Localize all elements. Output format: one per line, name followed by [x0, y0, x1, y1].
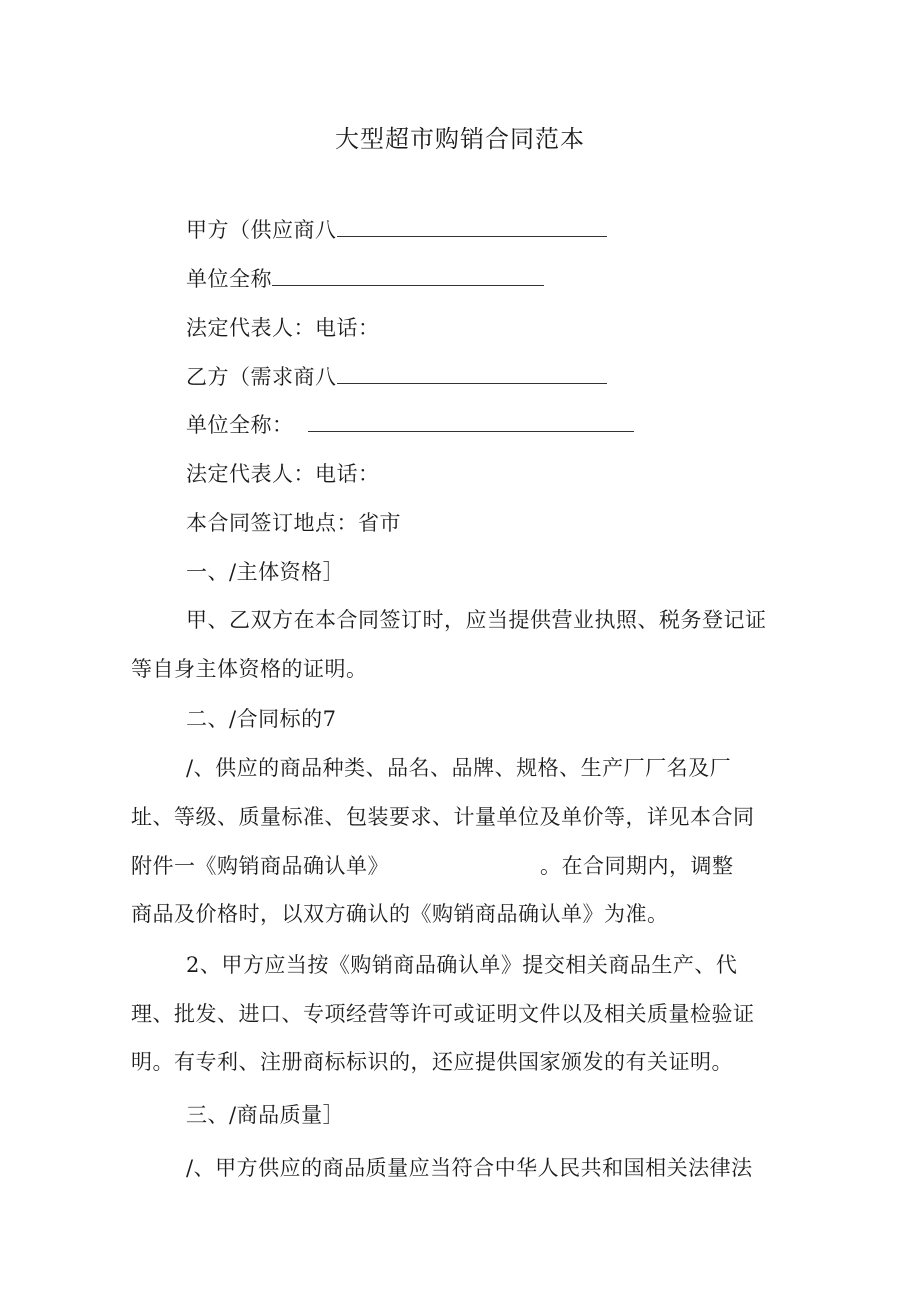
- section2-item1-line4: 商品及价格时，以双方确认的《购销商品确认单》为准。: [131, 902, 669, 926]
- party-b-line: [186, 363, 607, 391]
- section2-item1-line3a: 附件一《购销商品确认单》: [131, 854, 389, 878]
- section2-item2-line1: 2、甲方应当按《购销商品确认单》提交相关商品生产、代: [186, 953, 738, 977]
- section2-item1-line3b: 。在合同期内，调整: [540, 854, 734, 878]
- section2-item1-line2: 址、等级、质量标准、包装要求、计量单位及单价等，详见本合同: [131, 805, 755, 829]
- party-a-unit-line: [186, 265, 544, 293]
- section2-item2-line3: 明。有专利、注册商标标识的，还应提供国家颁发的有关证明。: [131, 1050, 733, 1074]
- section2-item2-line2: 理、批发、进口、专项经营等许可或证明文件以及相关质量检验证: [131, 1002, 755, 1026]
- party-a-line: [186, 216, 607, 244]
- party-b-unit-line: [186, 411, 634, 439]
- section2-heading: 二、/合同标的7: [186, 707, 337, 731]
- section1-para-line1: 甲、乙双方在本合同签订时，应当提供营业执照、税务登记证: [186, 608, 767, 632]
- party-a-unit-blank: [272, 267, 544, 286]
- party-a-legal-rep: 法定代表人：电话：: [186, 316, 380, 340]
- party-a-unit-label: 单位全称: [186, 267, 272, 291]
- party-b-label: 乙方（需求商八: [186, 365, 337, 389]
- party-b-legal-rep: 法定代表人：电话：: [186, 462, 380, 486]
- party-b-unit-label: 单位全称：: [186, 413, 294, 437]
- section3-heading: 三、/商品质量］: [186, 1103, 345, 1127]
- party-a-label: 甲方（供应商八: [186, 218, 337, 242]
- party-b-unit-blank: [308, 413, 634, 432]
- party-a-blank: [337, 218, 607, 237]
- section2-item1-line1: /、供应的商品种类、品名、品牌、规格、生产厂厂名及厂: [186, 756, 732, 780]
- section1-para-line2: 等自身主体资格的证明。: [131, 657, 368, 681]
- section1-heading: 一、/主体资格］: [186, 560, 345, 584]
- document-title: 大型超市购销合同范本: [335, 125, 585, 153]
- section3-item1-line1: /、甲方供应的商品质量应当符合中华人民共和国相关法律法: [186, 1156, 753, 1180]
- party-b-blank: [337, 365, 607, 384]
- signing-place: 本合同签订地点：省市: [186, 511, 401, 535]
